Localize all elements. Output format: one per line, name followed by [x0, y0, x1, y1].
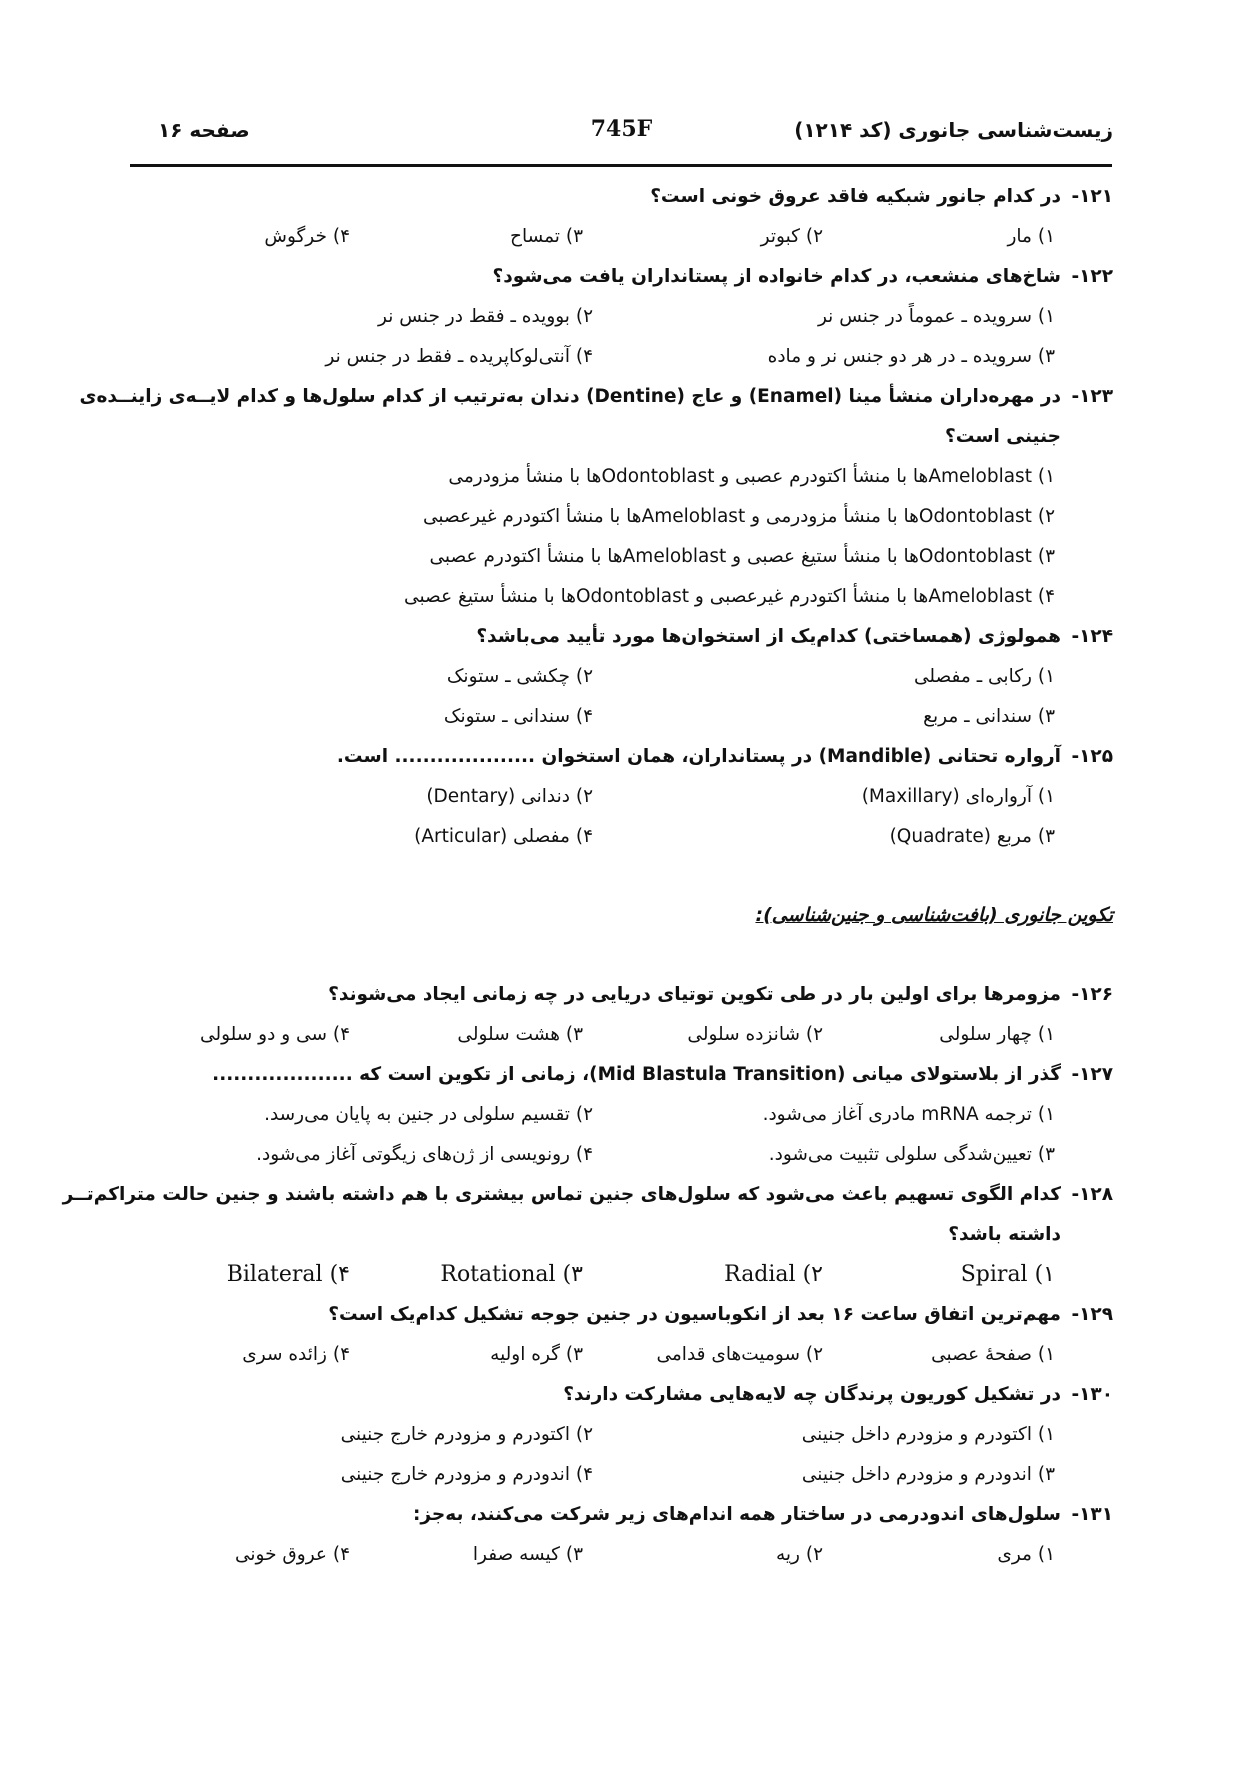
option: ۳) تمساح [510, 226, 583, 247]
option: ۴) عروق خونی [234, 1544, 350, 1565]
option: ۱) ترجمه mRNA مادری آغاز می‌شود. [762, 1104, 1055, 1125]
question-text: شاخ‌های منشعب، در کدام خانواده از پستانداران یافت می‌شود؟ [492, 266, 1061, 287]
question-125 [337, 746, 1113, 767]
question-number: ۱۲۱- [1071, 186, 1113, 207]
option: ۲) تقسیم سلولی در جنین به پایان می‌رسد. [264, 1104, 593, 1125]
question-text: کدام الگوی تسهیم باعث می‌شود که سلول‌های جنین تماس بیشتری با هم داشته باشند و جنین حالت متراکم‌تــر [62, 1184, 1061, 1205]
question-number: ۱۲۲- [1071, 266, 1113, 287]
question-text: همولوژی (همساختی) کدام‌یک از استخوان‌ها مورد تأیید می‌باشد؟ [476, 626, 1061, 647]
option: ۱) مری [997, 1544, 1055, 1565]
question-text: گذر از بلاستولای میانی (Mid Blastula Transition)، زمانی از تکوین است که .................... [212, 1064, 1061, 1085]
question-124 [476, 626, 1113, 647]
question-122 [493, 266, 1113, 287]
option: ۴) زائده سری [242, 1344, 350, 1365]
question-130 [563, 1384, 1113, 1405]
question-number: ۱۲۳- [1071, 386, 1113, 407]
question-text: آرواره تحتانی (Mandible) در پستانداران، همان استخوان .................... است. [336, 746, 1061, 767]
option: ۳) مربع (Quadrate) [889, 826, 1055, 847]
question-number: ۱۲۶- [1071, 984, 1113, 1005]
option: ۳) کیسه صفرا [472, 1544, 583, 1565]
option: ۳) Rotational [440, 1262, 583, 1287]
question-text: در تشکیل کوریون پرندگان چه لایه‌هایی مشارکت دارند؟ [563, 1384, 1061, 1405]
question-123 [80, 386, 1113, 407]
option: ۳) سرویده ـ در هر دو جنس نر و ماده [767, 346, 1055, 367]
option: ۱) سرویده ـ عموماً در جنس نر [817, 306, 1055, 327]
option: ۳) گره اولیه [490, 1344, 583, 1365]
question-number: ۱۲۷- [1071, 1064, 1113, 1085]
header-rule [130, 164, 1112, 167]
question-131 [413, 1504, 1113, 1525]
option: ۱) اکتودرم و مزودرم داخل جنینی [801, 1424, 1055, 1445]
question-number: ۱۳۱- [1071, 1504, 1113, 1525]
question-text: در مهره‌داران منشأ مینا (Enamel) و عاج (Dentine) دندان به‌ترتیب از کدام سلول‌ها و کدام لایــه‌ی زاینــده‌ی [79, 386, 1061, 407]
question-text: سلول‌های اندودرمی در ساختار همه اندام‌های زیر شرکت می‌کنند، به‌جز: [413, 1504, 1061, 1525]
question-number: ۱۳۰- [1071, 1384, 1113, 1405]
option: ۳) هشت سلولی [457, 1024, 583, 1045]
question-121 [650, 186, 1113, 207]
option: ۲) کبوتر [760, 226, 823, 247]
option: ۴) سی و دو سلولی [200, 1024, 350, 1045]
header-page-number: صفحه ۱۶ [158, 118, 250, 142]
option: ۴) آنتی‌لوکاپریده ـ فقط در جنس نر [325, 346, 593, 367]
option: ۴) خرگوش [264, 226, 350, 247]
section-title: تکوین جانوری (بافت‌شناسی و جنین‌شناسی): [755, 904, 1113, 926]
option: ۱) رکابی ـ مفصلی [913, 666, 1055, 687]
header-subject: زیست‌شناسی جانوری (کد ۱۲۱۴) [794, 118, 1113, 142]
option: ۴) Ameloblastها با منشأ اکتودرم غیرعصبی و Odontoblastها با منشأ ستیغ عصبی [404, 586, 1055, 607]
option: ۲) بوویده ـ فقط در جنس نر [378, 306, 593, 327]
question-number: ۱۲۸- [1071, 1184, 1113, 1205]
question-number: ۱۲۴- [1071, 626, 1113, 647]
option: ۴) سندانی ـ ستونک [443, 706, 593, 727]
question-text-continued: جنینی است؟ [945, 426, 1061, 447]
question-126 [328, 984, 1113, 1005]
option: ۳) Odontoblastها با منشأ ستیغ عصبی و Ameloblastها با منشأ اکتودرم عصبی [429, 546, 1055, 567]
option: ۱) آرواره‌ای (Maxillary) [861, 786, 1055, 807]
option: ۴) مفصلی (Articular) [414, 826, 593, 847]
option: ۳) تعیین‌شدگی سلولی تثبیت می‌شود. [768, 1144, 1055, 1165]
question-text: در کدام جانور شبکیه فاقد عروق خونی است؟ [650, 186, 1061, 207]
option: ۴) رونویسی از ژن‌های زیگوتی آغاز می‌شود. [256, 1144, 593, 1165]
option: ۱) مار [1007, 226, 1055, 247]
option: ۱) Ameloblastها با منشأ اکتودرم عصبی و Odontoblastها با منشأ مزودرمی [448, 466, 1055, 487]
option: ۴) اندودرم و مزودرم خارج جنینی [340, 1464, 593, 1485]
option: ۲) چکشی ـ ستونک [446, 666, 593, 687]
question-number: ۱۲۹- [1071, 1304, 1113, 1325]
option: ۱) صفحهٔ عصبی [931, 1344, 1055, 1365]
option: ۲) شانزده سلولی [687, 1024, 823, 1045]
option: ۳) اندودرم و مزودرم داخل جنینی [801, 1464, 1055, 1485]
question-128 [63, 1184, 1113, 1205]
option: ۱) چهار سلولی [939, 1024, 1055, 1045]
header-code: 745F [590, 116, 653, 142]
option: ۲) Radial [724, 1262, 823, 1287]
option: ۱) Spiral [960, 1262, 1055, 1287]
option: ۲) ریه [775, 1544, 823, 1565]
option: ۳) سندانی ـ مربع [923, 706, 1055, 727]
question-text-continued: داشته باشد؟ [948, 1224, 1061, 1245]
question-text: مزومرها برای اولین بار در طی تکوین توتیای دریایی در چه زمانی ایجاد می‌شوند؟ [328, 984, 1061, 1005]
question-text: مهم‌ترین اتفاق ساعت ۱۶ بعد از انکوباسیون در جنین جوجه تشکیل کدام‌یک است؟ [328, 1304, 1061, 1325]
option: ۴) Bilateral [226, 1262, 350, 1287]
option: ۲) اکتودرم و مزودرم خارج جنینی [340, 1424, 593, 1445]
question-number: ۱۲۵- [1071, 746, 1113, 767]
question-127 [212, 1064, 1113, 1085]
question-129 [328, 1304, 1113, 1325]
option: ۲) Odontoblastها با منشأ مزودرمی و Ameloblastها با منشأ اکتودرم غیرعصبی [422, 506, 1055, 527]
option: ۲) سومیت‌های قدامی [656, 1344, 823, 1365]
option: ۲) دندانی (Dentary) [426, 786, 593, 807]
